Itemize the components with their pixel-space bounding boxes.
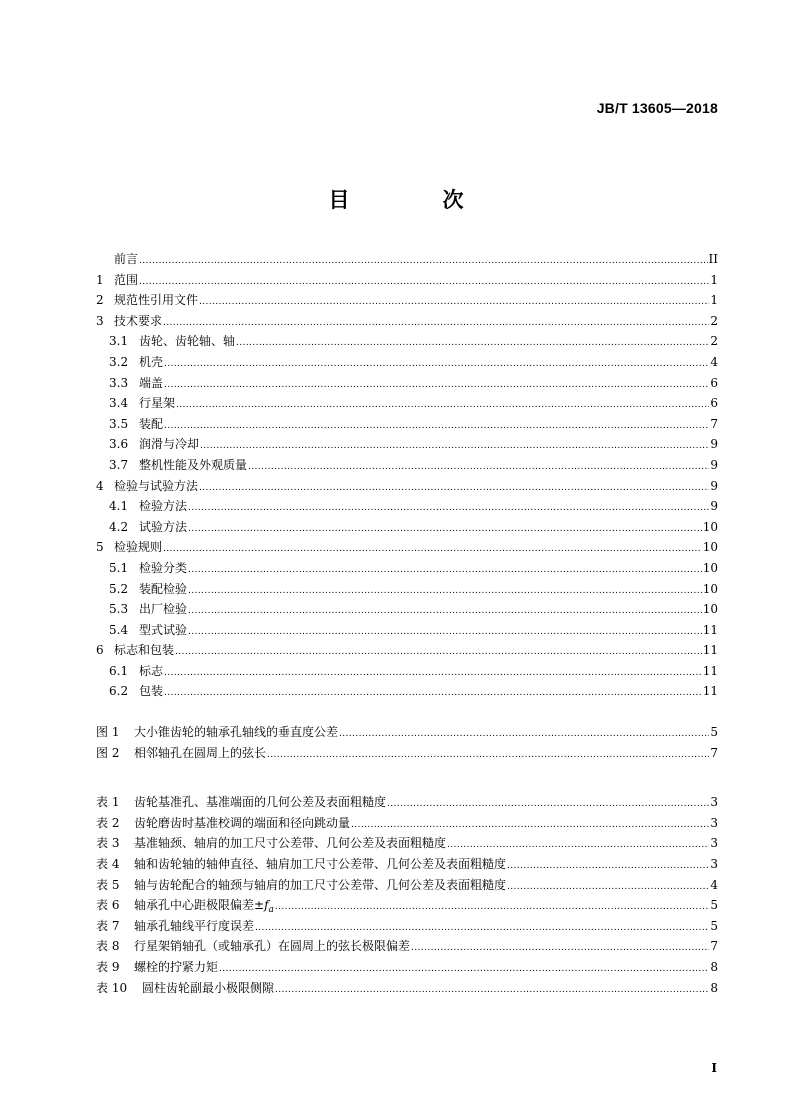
toc-entry-label-text: 规范性引用文件 <box>114 293 199 308</box>
toc-entry-label <box>114 476 198 497</box>
toc-entry-page: II <box>708 252 718 266</box>
toc-entry-label <box>114 537 162 558</box>
dot-leader <box>267 745 709 766</box>
toc-entry-number: 5.3 <box>109 602 129 617</box>
toc-entry-number: 3.7 <box>109 457 129 472</box>
toc-entry[interactable] <box>96 558 718 579</box>
toc-table-entry[interactable] <box>96 854 718 875</box>
toc-entry-number: 4.1 <box>109 499 129 514</box>
toc-entry-number: 5.1 <box>109 560 129 575</box>
dot-leader <box>411 938 709 959</box>
toc-entry-label-text: 包装 <box>139 684 164 699</box>
toc-table-entry[interactable] <box>96 875 718 896</box>
toc-entry[interactable] <box>96 640 718 661</box>
toc-entry-page: 10 <box>702 560 718 575</box>
toc-entry-label <box>139 331 235 352</box>
toc-entry-label <box>139 414 163 435</box>
toc-entry[interactable] <box>96 311 718 332</box>
toc-entry-label <box>114 311 162 332</box>
toc-entry[interactable] <box>96 496 718 517</box>
toc-entry-number: 1 <box>96 272 104 287</box>
dot-leader <box>164 354 709 375</box>
dot-leader <box>176 395 709 416</box>
toc-entry[interactable] <box>96 455 718 476</box>
toc-entry-number: 表 3 <box>96 836 120 851</box>
toc-entry-label <box>134 854 506 875</box>
toc-table-entry[interactable] <box>96 895 718 916</box>
toc-entry-page: 7 <box>710 745 718 760</box>
dot-leader <box>275 980 709 1001</box>
toc-entry-label-text: 机壳 <box>139 354 164 369</box>
toc-entry-number: 表 5 <box>96 877 120 892</box>
dot-leader <box>248 457 709 478</box>
dot-leader <box>139 251 708 272</box>
toc-entry-label <box>139 455 247 476</box>
toc-entry-number: 图 1 <box>96 725 120 740</box>
toc-entry[interactable] <box>96 517 718 538</box>
toc-entry-number: 表 9 <box>96 960 120 974</box>
toc-entry-label-text: 标志 <box>139 663 164 678</box>
standard-number: JB/T 13605—2018 <box>596 100 718 116</box>
toc-entry-label <box>134 722 338 743</box>
toc-entry-label <box>139 620 187 641</box>
toc-entry-number: 表 2 <box>96 815 120 830</box>
toc-entry[interactable] <box>96 620 718 641</box>
toc-entry-label <box>139 661 163 682</box>
toc-entry-number: 表 4 <box>96 857 120 872</box>
toc-table-entry[interactable] <box>96 792 718 813</box>
toc-entry-label-text: 齿轮基准孔、基准端面的几何公差及表面粗糙度 <box>134 795 387 810</box>
toc-entry-page: 1 <box>710 293 718 308</box>
toc-entry-number: 5.4 <box>109 622 129 637</box>
toc-entry-label-text: 螺栓的拧紧力矩 <box>134 960 219 974</box>
toc-entry[interactable] <box>96 661 718 682</box>
toc-entry-label-text: 技术要求 <box>114 313 163 328</box>
toc-entry-number: 表 8 <box>96 939 120 954</box>
dot-leader <box>188 519 702 540</box>
toc-entry-number: 表 10 <box>96 980 128 995</box>
toc-entry-label-text: 大小锥齿轮的轴承孔轴线的垂直度公差 <box>134 725 339 740</box>
toc-entry-page: 10 <box>702 602 718 617</box>
toc-entry-page: 7 <box>710 416 718 431</box>
toc-entry-label <box>139 373 163 394</box>
toc-entry-page: 6 <box>710 396 718 411</box>
toc-entry-page: 11 <box>702 684 718 699</box>
toc-entry-page: 9 <box>710 499 718 514</box>
dot-leader <box>255 918 709 939</box>
toc-entry-symbol: f <box>264 898 269 913</box>
toc-entry-page: 3 <box>710 836 718 851</box>
toc-entry-page: 3 <box>710 815 718 830</box>
dot-leader <box>163 313 709 334</box>
dot-leader <box>507 856 709 877</box>
toc-entry-number: 2 <box>96 293 104 308</box>
toc-entry-label <box>134 743 266 764</box>
toc-entry-page: 6 <box>710 375 718 390</box>
dot-leader <box>387 794 709 815</box>
toc-entry-label-text: 装配检验 <box>139 581 188 596</box>
toc-figure-entries <box>96 722 718 763</box>
toc-entry-page: 4 <box>710 354 718 369</box>
toc-entry-label-text: 型式试验 <box>139 622 188 637</box>
dot-leader <box>188 581 702 602</box>
toc-entry[interactable] <box>96 476 718 497</box>
toc-entry[interactable] <box>96 290 718 311</box>
toc-entry[interactable] <box>96 537 718 558</box>
toc-entry[interactable] <box>96 599 718 620</box>
toc-entry-label-text: 轴和齿轮轴的轴伸直径、轴肩加工尺寸公差带、几何公差及表面粗糙度 <box>134 857 507 872</box>
toc-entry-label-text: 齿轮磨齿时基准校调的端面和径向跳动量 <box>134 815 351 830</box>
toc-entry-label <box>139 579 187 600</box>
toc-entry-number: 图 2 <box>96 745 120 760</box>
toc-entry-label-text: 行星架 <box>139 396 176 411</box>
toc-entry-label-text: 相邻轴孔在圆周上的弦长 <box>134 745 267 760</box>
toc-entry-label <box>114 640 174 661</box>
dot-leader <box>139 272 709 293</box>
toc-figure-entry[interactable] <box>96 743 718 764</box>
toc-entry-number: 表 7 <box>96 918 120 933</box>
toc-entry-number: 6.2 <box>109 684 129 699</box>
toc-table-entry[interactable] <box>96 833 718 854</box>
toc-entry-label <box>134 936 410 957</box>
toc-entry-label <box>134 813 350 834</box>
toc-entry[interactable] <box>96 270 718 291</box>
toc-entry[interactable] <box>96 373 718 394</box>
toc-entry-page: 10 <box>702 581 718 596</box>
toc-entry-label-text: 轴与齿轮配合的轴颈与轴肩的加工尺寸公差带、几何公差及表面粗糙度 <box>134 877 507 892</box>
toc-entry-number: 3.1 <box>109 334 129 349</box>
dot-leader <box>188 560 702 581</box>
toc-main-entries <box>96 249 718 702</box>
dot-leader <box>163 539 702 560</box>
toc-entry-label-text: 整机性能及外观质量 <box>139 457 248 472</box>
toc-table-entry[interactable] <box>96 813 718 834</box>
toc-entry-number: 4.2 <box>109 519 129 534</box>
toc-entry-label-text: 轴承孔轴线平行度误差 <box>134 918 255 933</box>
toc-entry-number: 3 <box>96 313 104 328</box>
toc-entry-number: 3.4 <box>109 396 129 411</box>
toc-entry-number: 表 1 <box>96 795 120 810</box>
toc-entry[interactable] <box>96 434 718 455</box>
dot-leader <box>164 416 709 437</box>
toc-table-entry[interactable] <box>96 916 718 937</box>
toc-entry[interactable] <box>96 249 718 270</box>
toc-entry-number: 3.5 <box>109 416 129 431</box>
toc-entry-page: 9 <box>710 478 718 493</box>
dot-leader <box>188 622 702 643</box>
toc-table-entries <box>96 792 718 998</box>
dot-leader <box>200 436 709 457</box>
page-title: 目 次 <box>328 188 500 212</box>
toc-entry-label-text: 检验分类 <box>139 560 188 575</box>
toc-entry[interactable] <box>96 331 718 352</box>
dot-leader <box>199 292 709 313</box>
toc-entry-subscript: a <box>268 905 274 916</box>
toc-entry-label-text: 前言 <box>114 252 139 266</box>
dot-leader <box>164 375 709 396</box>
toc-table-entry[interactable] <box>96 936 718 957</box>
toc-entry-page: 2 <box>710 334 718 349</box>
toc-entry-page: 5 <box>710 918 718 933</box>
dot-leader <box>199 478 709 499</box>
toc-entry-label-text: 端盖 <box>139 375 164 390</box>
toc-entry-label-text: 检验与试验方法 <box>114 478 199 493</box>
toc-entry-page: 9 <box>710 437 718 452</box>
toc-entry-label-text: 圆柱齿轮副最小极限侧隙 <box>142 980 275 995</box>
toc-entry-label <box>114 270 138 291</box>
toc-entry[interactable] <box>96 579 718 600</box>
dot-leader <box>507 877 709 898</box>
toc-table-entry[interactable] <box>96 957 718 978</box>
dot-leader <box>351 815 709 836</box>
toc-entry-page: 2 <box>710 313 718 328</box>
toc-entry-label-text: 齿轮、齿轮轴、轴 <box>139 334 236 349</box>
dot-leader <box>236 333 709 354</box>
toc-entry-label <box>139 393 175 414</box>
toc-entry-label <box>134 875 506 896</box>
toc-entry-page: 9 <box>710 457 718 472</box>
toc-entry-label-text: 出厂检验 <box>139 602 188 617</box>
toc-entry-label <box>139 681 163 702</box>
dot-leader <box>188 498 709 519</box>
toc-entry-number: 4 <box>96 478 104 493</box>
toc-entry[interactable] <box>96 393 718 414</box>
dot-leader <box>175 642 702 663</box>
toc-entry-label <box>139 558 187 579</box>
page-number: I <box>711 1061 717 1075</box>
toc-entry-number: 3.6 <box>109 437 129 452</box>
toc-entry-label-text: 行星架销轴孔（或轴承孔）在圆周上的弦长极限偏差 <box>134 939 411 954</box>
dot-leader <box>275 897 709 918</box>
toc-entry-page: 5 <box>710 898 718 913</box>
toc-entry-page: 8 <box>710 980 718 995</box>
toc-entry-page: 11 <box>702 622 718 637</box>
toc-entry[interactable] <box>96 681 718 702</box>
toc-entry[interactable] <box>96 414 718 435</box>
toc-entry-label-text: 检验规则 <box>114 540 163 555</box>
toc-entry-label <box>139 434 199 455</box>
toc-entry-label <box>134 792 386 813</box>
dot-leader <box>219 959 709 980</box>
toc-entry-label <box>114 249 138 270</box>
table-of-contents <box>96 249 718 998</box>
toc-entry-label <box>139 517 187 538</box>
toc-entry-label-text: 范围 <box>114 272 139 287</box>
toc-entry-number: 5 <box>96 540 104 555</box>
toc-entry-label-text: 试验方法 <box>139 519 188 534</box>
toc-entry-label-text: 轴承孔中心距极限偏差± <box>134 898 265 913</box>
dot-leader <box>339 724 709 745</box>
toc-entry-page: 4 <box>710 877 718 892</box>
toc-entry-label-text: 基准轴颈、轴肩的加工尺寸公差带、几何公差及表面粗糙度 <box>134 836 447 851</box>
toc-entry-page: 10 <box>702 540 718 555</box>
toc-entry-number: 3.3 <box>109 375 129 390</box>
toc-entry-number: 5.2 <box>109 581 129 596</box>
dot-leader <box>164 683 702 704</box>
toc-entry-number: 6.1 <box>109 663 129 678</box>
toc-entry[interactable] <box>96 352 718 373</box>
toc-entry-page: 3 <box>710 795 718 810</box>
dot-leader <box>447 835 709 856</box>
toc-figure-entry[interactable] <box>96 722 718 743</box>
toc-entry-label <box>139 352 163 373</box>
toc-table-entry[interactable] <box>96 978 718 999</box>
toc-entry-page: 3 <box>710 857 718 872</box>
toc-entry-page: 11 <box>702 643 718 658</box>
toc-entry-number: 表 6 <box>96 898 120 913</box>
toc-entry-page: 5 <box>710 725 718 740</box>
toc-entry-page: 1 <box>710 272 718 287</box>
toc-entry-label-text: 检验方法 <box>139 499 188 514</box>
dot-leader <box>188 601 702 622</box>
toc-entry-label <box>134 957 218 978</box>
toc-entry-page: 10 <box>702 519 718 534</box>
toc-entry-label-text: 标志和包装 <box>114 643 175 658</box>
toc-entry-page: 7 <box>710 939 718 954</box>
dot-leader <box>164 663 702 684</box>
toc-entry-label-text: 润滑与冷却 <box>139 437 200 452</box>
toc-entry-label <box>134 833 446 854</box>
toc-entry-page: 8 <box>710 960 718 974</box>
toc-entry-label <box>114 290 198 311</box>
toc-entry-label <box>142 978 274 999</box>
toc-entry-label-text: 装配 <box>139 416 164 431</box>
toc-entry-label <box>134 916 254 937</box>
toc-entry-number: 3.2 <box>109 354 129 369</box>
toc-entry-number: 6 <box>96 643 104 658</box>
toc-entry-label <box>139 496 187 517</box>
toc-entry-label <box>139 599 187 620</box>
toc-entry-page: 11 <box>702 663 718 678</box>
